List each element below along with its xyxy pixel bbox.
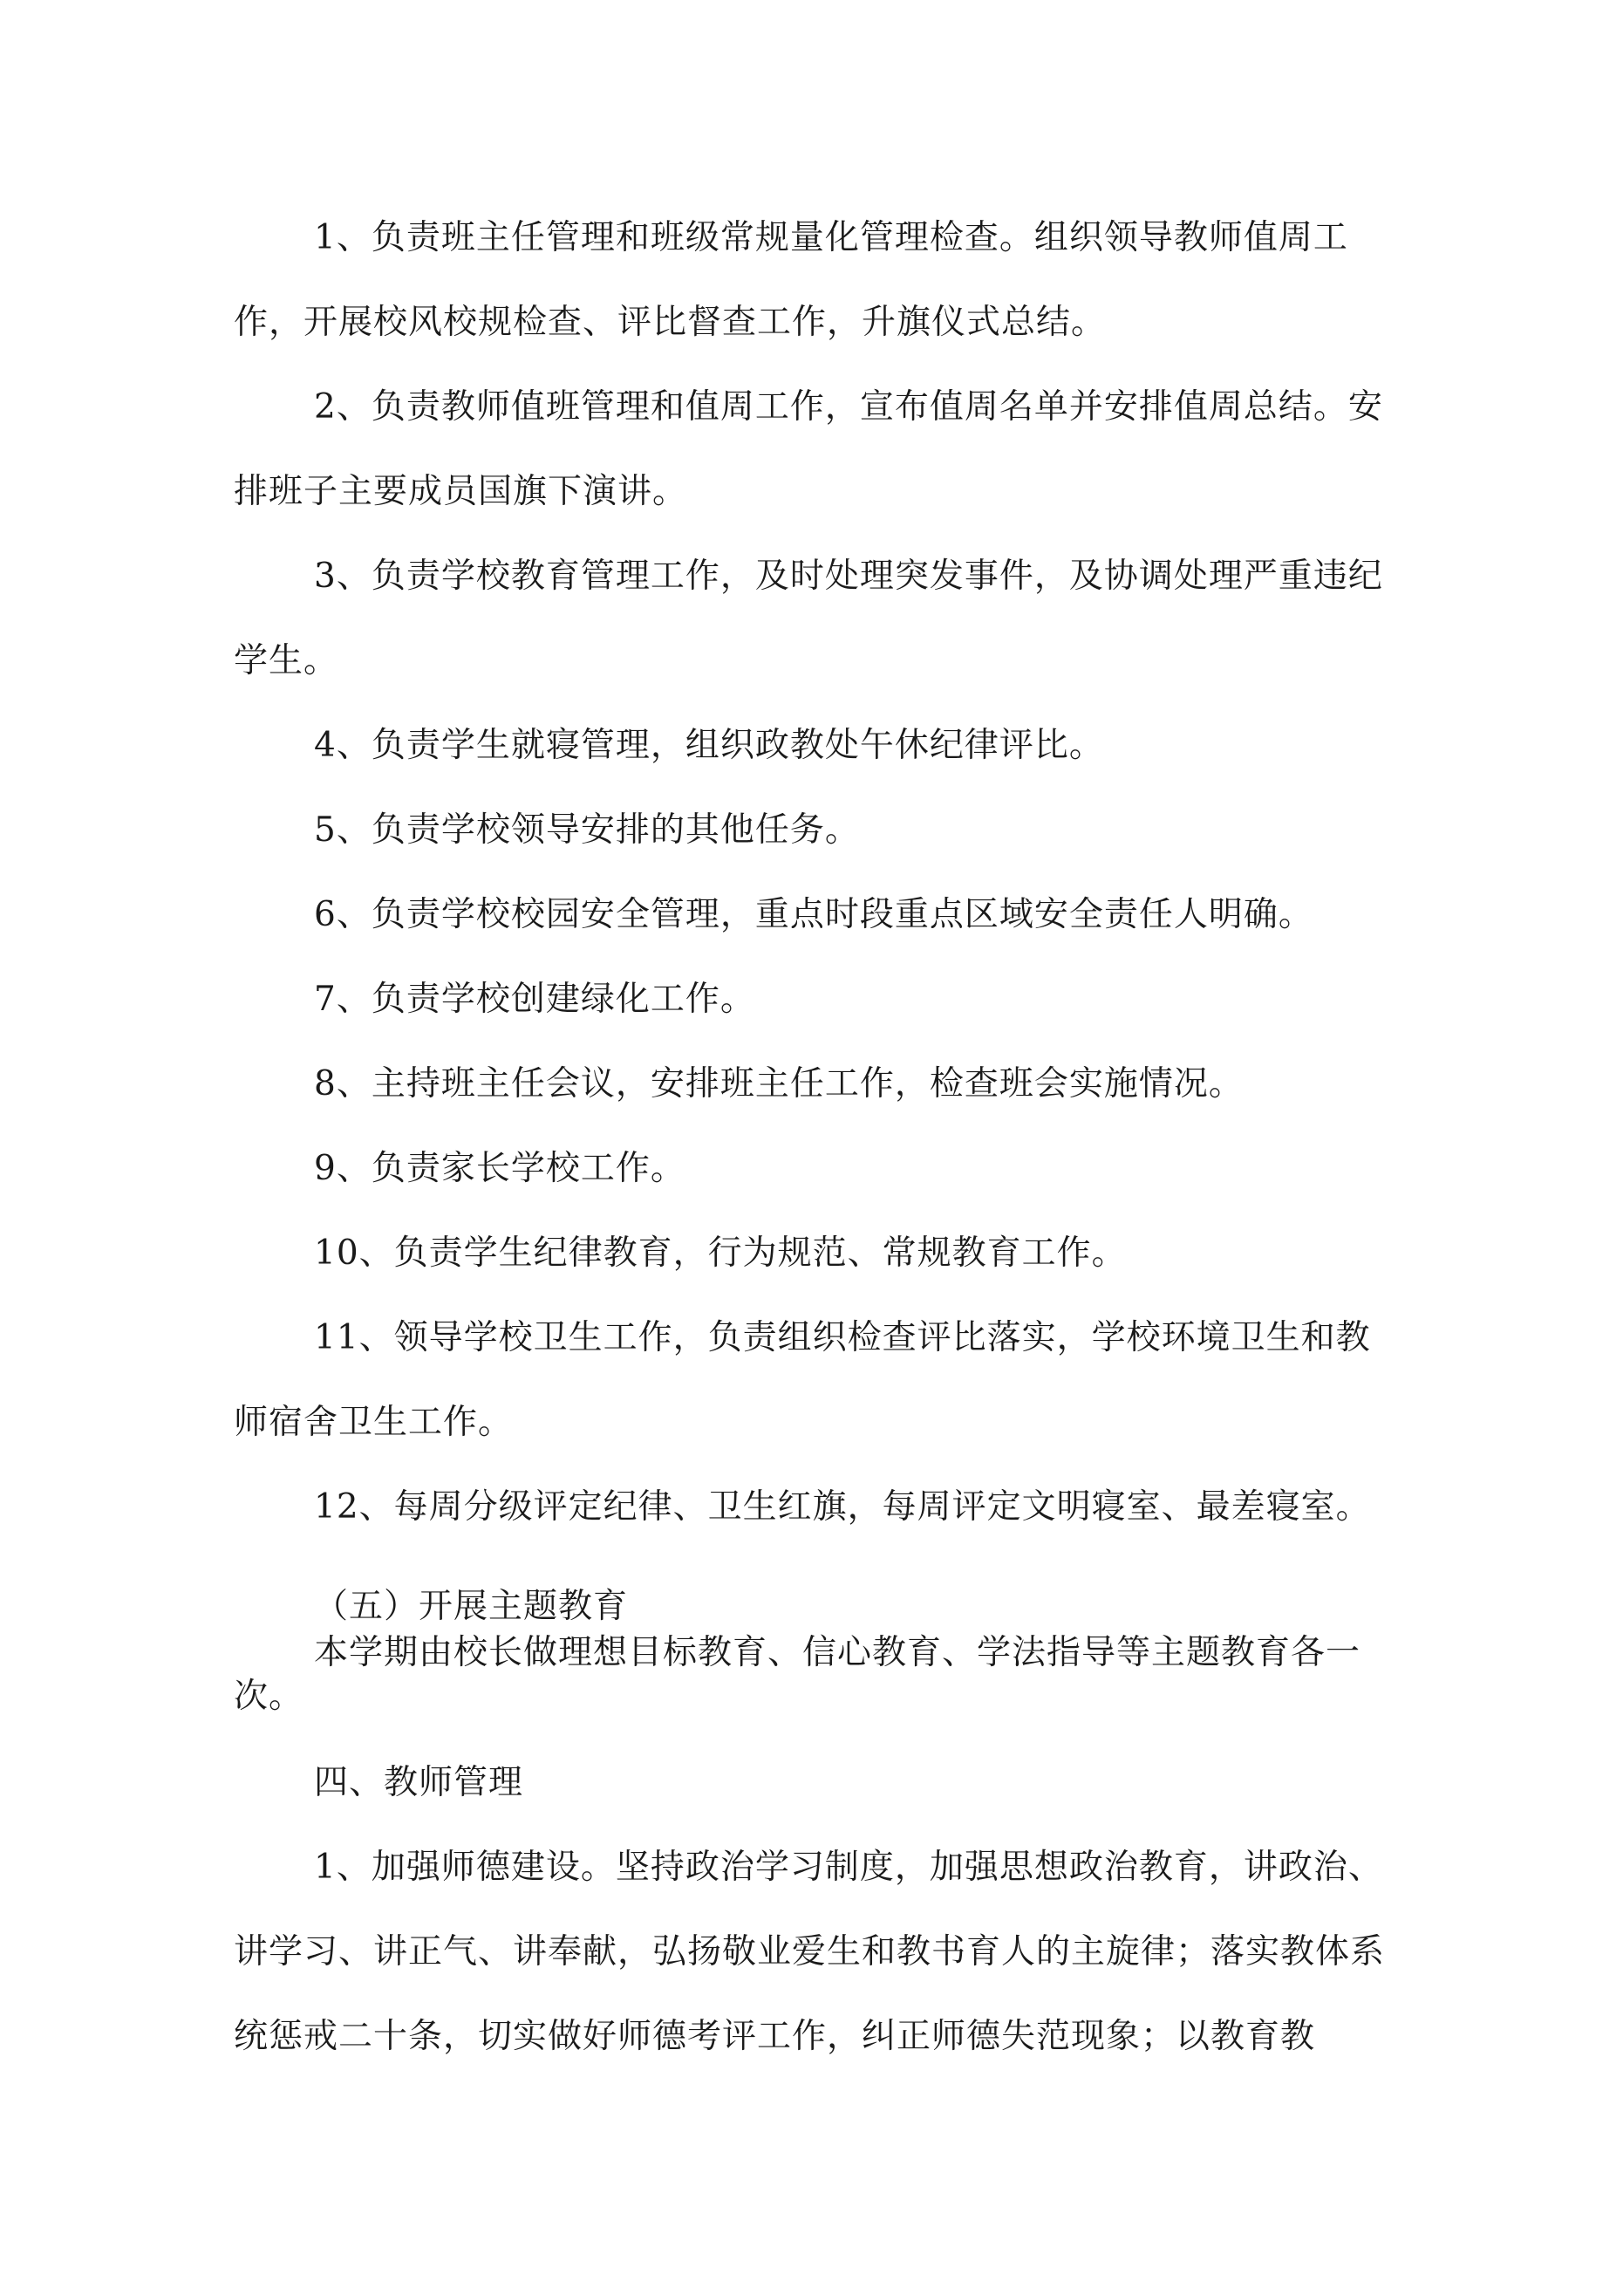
paragraph: 1、负责班主任管理和班级常规量化管理检查。组织领导教师值周工作，开展校风校规检查、评比督查工作，升旗仪式总结。 bbox=[234, 218, 1348, 342]
duties-list bbox=[234, 195, 1402, 1549]
paragraph: 3、负责学校教育管理工作，及时处理突发事件，及协调处理严重违纪学生。 bbox=[234, 557, 1383, 680]
paragraph: 5、负责学校领导安排的其他任务。 bbox=[314, 810, 860, 850]
paragraph: 10、负责学生纪律教育，行为规范、常规教育工作。 bbox=[314, 1233, 1127, 1273]
section-heading: 四、教师管理 bbox=[314, 1763, 524, 1802]
section-heading: （五）开展主题教育 bbox=[314, 1587, 629, 1626]
teacher-management bbox=[234, 1740, 1402, 2079]
paragraph: 12、每周分级评定纪律、卫生红旗，每周评定文明寝室、最差寝室。 bbox=[314, 1487, 1371, 1527]
paragraph: 11、领导学校卫生工作，负责组织检查评比落实，学校环境卫生和教师宿舍卫生工作。 bbox=[234, 1318, 1371, 1442]
paragraph: 2、负责教师值班管理和值周工作，宣布值周名单并安排值周总结。安排班子主要成员国旗下演讲。 bbox=[234, 387, 1383, 511]
paragraph: 1、加强师德建设。坚持政治学习制度，加强思想政治教育，讲政治、讲学习、讲正气、讲奉献，弘扬敬业爱生和教书育人的主旋律；落实教体系统惩戒二十条，切实做好师德考评工作，纠正师德失范现象；以教育教 bbox=[234, 1848, 1386, 2056]
paragraph: 8、主持班主任会议，安排班主任工作，检查班会实施情况。 bbox=[314, 1064, 1244, 1104]
paragraph: 7、负责学校创建绿化工作。 bbox=[314, 980, 755, 1019]
paragraph: 6、负责学校校园安全管理，重点时段重点区域安全责任人明确。 bbox=[314, 895, 1313, 934]
paragraph: 4、负责学生就寝管理，组织政教处午休纪律评比。 bbox=[314, 726, 1104, 765]
paragraph: 9、负责家长学校工作。 bbox=[314, 1149, 685, 1188]
section-body: 本学期由校长做理想目标教育、信心教育、学法指导等主题教育各一次。 bbox=[234, 1633, 1361, 1716]
